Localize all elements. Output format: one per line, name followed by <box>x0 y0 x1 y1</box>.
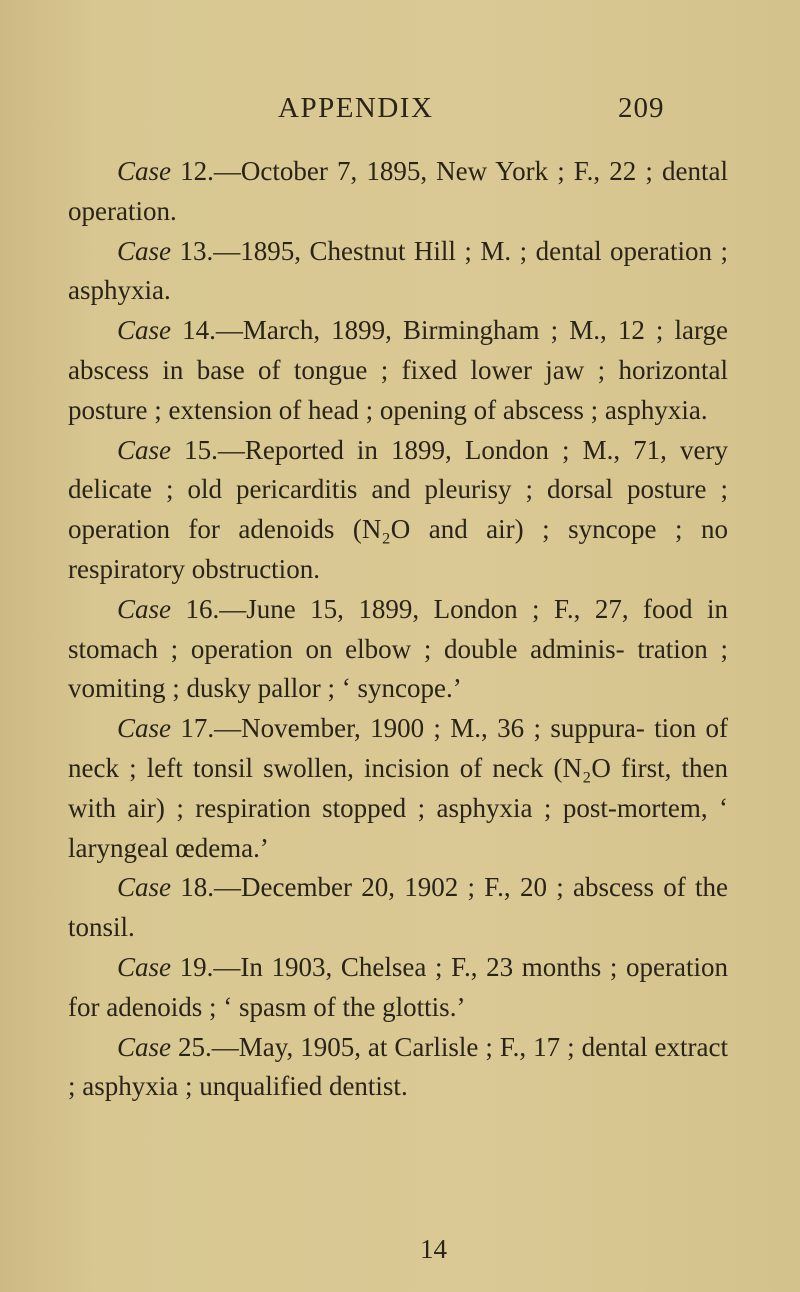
case-entry <box>68 311 728 430</box>
case-list <box>68 152 728 1107</box>
case-text: 25.—May, 1905, at Carlisle ; F., 17 ; dental extract ; asphyxia ; unqualified dentist. <box>68 1031 728 1102</box>
case-entry <box>68 152 728 232</box>
case-label: Case <box>117 1031 171 1062</box>
case-text: 16.—June 15, 1899, London ; F., 27, food in stomach ; operation on elbow ; double adminis- tration ; vomiting ; dusky pallor ; ‘ syncope.’ <box>68 593 728 704</box>
case-label: Case <box>117 713 171 744</box>
case-entry <box>68 709 728 868</box>
case-label: Case <box>117 235 171 266</box>
case-entry <box>68 948 728 1028</box>
case-entry <box>68 431 728 590</box>
case-entry <box>68 232 728 312</box>
case-label: Case <box>117 156 171 186</box>
case-entry <box>68 590 728 709</box>
running-head: APPENDIX <box>278 92 434 124</box>
page-number: 209 <box>618 92 665 124</box>
case-text: 14.—March, 1899, Birmingham ; M., 12 ; large abscess in base of tongue ; fixed lower jaw ; horizontal posture ; extension of head ; opening of abscess ; asphyxia. <box>68 315 728 425</box>
signature-mark: 14 <box>420 1234 447 1264</box>
case-label: Case <box>117 315 171 346</box>
case-entry <box>68 868 728 948</box>
case-text: 17.—November, 1900 ; M., 36 ; suppura- tion of neck ; left tonsil swollen, incision of neck (N₂O first, then with air) ; respiration stopped ; asphyxia ; post-mortem, ‘ laryngeal œdema.’ <box>68 713 728 863</box>
case-text: 12.—October 7, 1895, New York ; F., 22 ; dental operation. <box>68 156 728 226</box>
page-header <box>0 92 800 132</box>
case-label: Case <box>117 951 171 982</box>
case-label: Case <box>117 593 171 624</box>
case-text: 13.—1895, Chestnut Hill ; M. ; dental operation ; asphyxia. <box>68 235 728 306</box>
case-text: 15.—Reported in 1899, London ; M., 71, very delicate ; old pericarditis and pleurisy ; dorsal posture ; operation for adenoids (N₂O and air) ; syncope ; no respiratory obstruction. <box>68 434 728 584</box>
case-text: 19.—In 1903, Chelsea ; F., 23 months ; operation for adenoids ; ‘ spasm of the glottis.’ <box>68 951 728 1022</box>
case-text: 18.—December 20, 1902 ; F., 20 ; abscess of the tonsil. <box>68 872 728 943</box>
case-label: Case <box>117 872 171 903</box>
case-entry <box>68 1028 728 1108</box>
case-label: Case <box>117 434 171 465</box>
